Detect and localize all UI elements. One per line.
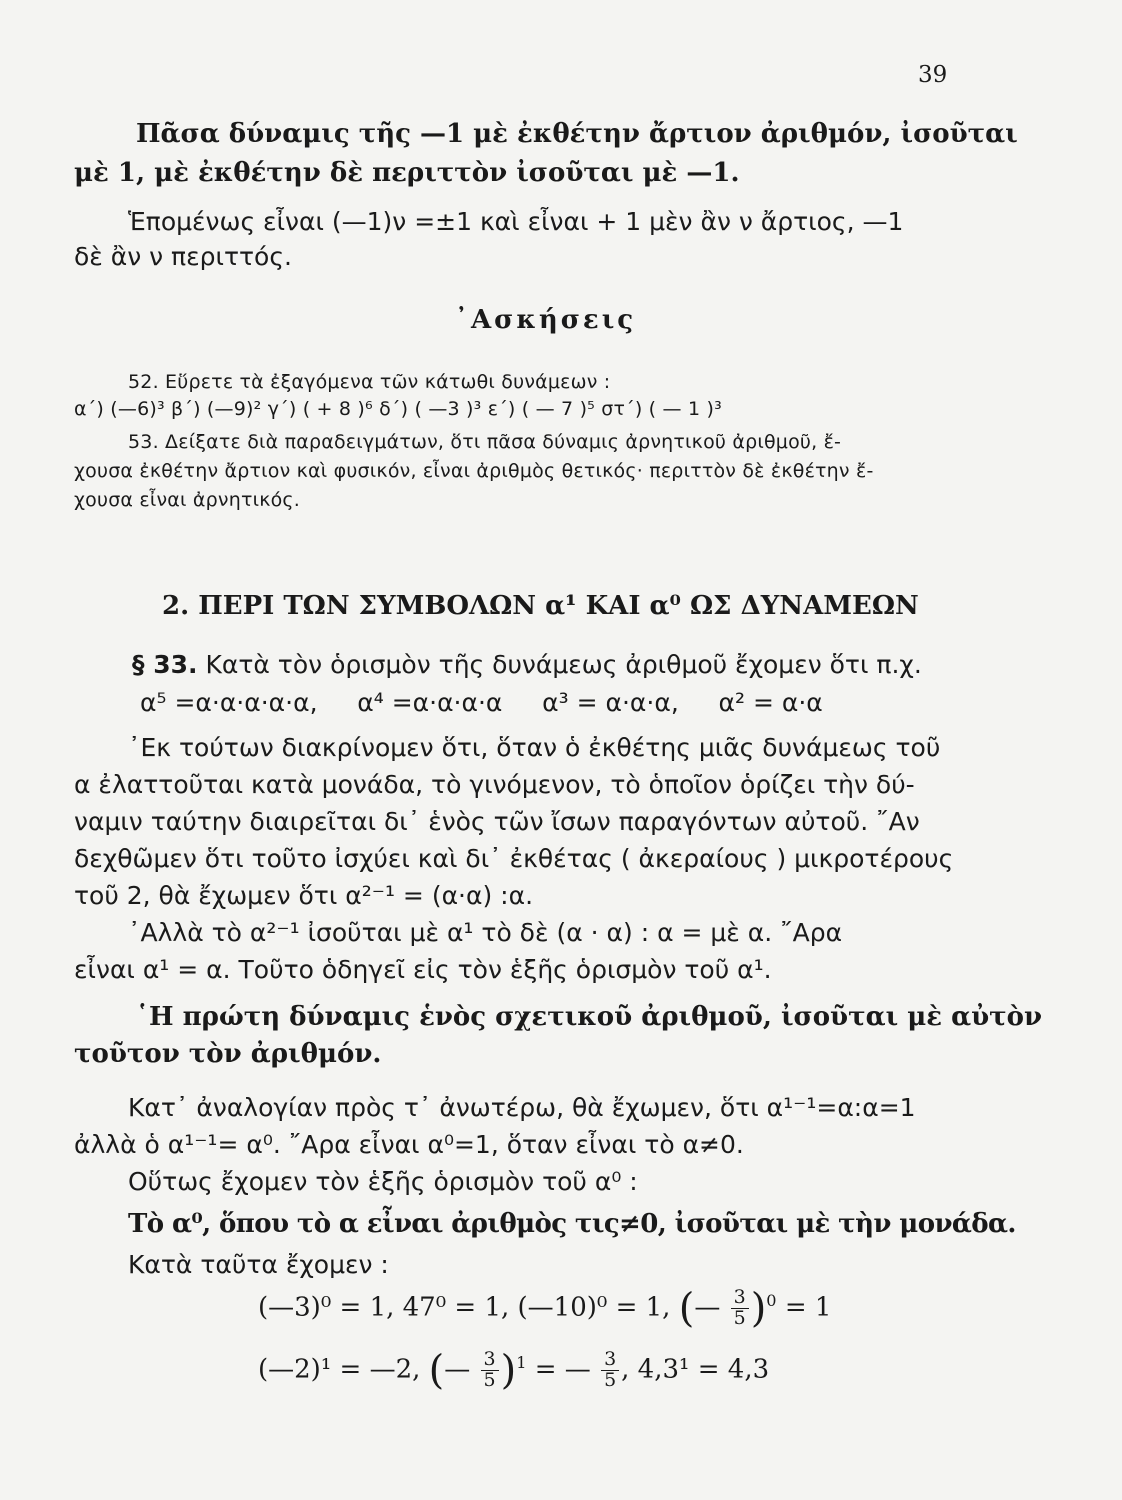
exercise-53-line-3: χουσα εἶναι ἀρνητικός. xyxy=(74,489,301,511)
exponent: 1 xyxy=(516,1352,527,1372)
fraction-three-fifths: $\frac{3}{5}$ xyxy=(481,1350,499,1391)
section-title: 2. ΠΕΡΙ ΤΩΝ ΣΥΜΒΟΛΩΝ α¹ ΚΑΙ α⁰ ΩΣ ΔΥΝΑΜΕΩΝ xyxy=(162,591,919,621)
close-paren: ) xyxy=(500,1347,517,1394)
open-paren: ( xyxy=(428,1347,445,1394)
body-line-3: ναμιν ταύτην διαιρεῖται δι᾿ ἑνὸς τῶν ἴσων παραγόντων αὐτοῦ. ῎Αν xyxy=(74,807,920,836)
example-row-2-tail: , 4,3¹ = 4,3 xyxy=(621,1354,770,1385)
paragraph-mark: § 33. xyxy=(132,650,198,679)
fraction-three-fifths-result: $\frac{3}{5}$ xyxy=(601,1350,619,1391)
body-line-2: α ἐλαττοῦται κατὰ μονάδα, τὸ γινόμενον, τὸ ὁποῖον ὁρίζει τὴν δύ- xyxy=(74,770,915,799)
analogy-line-2: ἀλλὰ ὁ α¹⁻¹= α⁰. ῎Αρα εἶναι α⁰=1, ὅταν εἶναι τὸ α≠0. xyxy=(74,1130,744,1159)
exercise-52-line-2: α΄) (—6)³ β΄) (—9)² γ΄) ( + 8 )⁶ δ΄) ( —3 )³ ε΄) ( — 7 )⁵ στ΄) ( — 1 )³ xyxy=(74,398,722,420)
paragraph-33-intro xyxy=(0,652,1122,677)
minus-sign: — xyxy=(444,1354,471,1385)
exponent: 0 xyxy=(766,1290,777,1310)
close-paren: ) xyxy=(750,1285,767,1332)
example-row-1-text: (—3)⁰ = 1, 47⁰ = 1, (—10)⁰ = 1, xyxy=(258,1292,671,1323)
consequence-line-2: δὲ ἂν ν περιττός. xyxy=(74,242,292,271)
theorem-1-line-1: Πᾶσα δύναμις τῆς —1 μὲ ἐκθέτην ἄρτιον ἀριθμόν, ἰσοῦται xyxy=(136,119,1018,149)
body-line-5: τοῦ 2, θὰ ἔχωμεν ὅτι α²⁻¹ = (α·α) :α. xyxy=(74,881,534,910)
analogy-line-1: Κατ᾿ ἀναλογίαν πρὸς τ᾿ ἀνωτέρω, θὰ ἔχωμεν, ὅτι α¹⁻¹=α:α=1 xyxy=(128,1093,916,1122)
body-line-1: ᾿Εκ τούτων διακρίνομεν ὅτι, ὅταν ὁ ἐκθέτης μιᾶς δυνάμεως τοῦ xyxy=(128,733,941,762)
theorem-1-line-2: μὲ 1, μὲ ἐκθέτην δὲ περιττὸν ἰσοῦται μὲ —1. xyxy=(74,158,740,188)
powers-line: α⁵ =α·α·α·α·α, α⁴ =α·α·α·α α³ = α·α·α, α² = α·α xyxy=(140,688,823,717)
example-row-2-text: (—2)¹ = —2, xyxy=(258,1354,421,1385)
example-row-1-tail: = 1 xyxy=(784,1292,832,1323)
example-row-2 xyxy=(0,1347,1122,1394)
theorem-3: Τὸ α⁰, ὅπου τὸ α εἶναι ἀριθμὸς τις≠0, ἰσοῦται μὲ τὴν μονάδα. xyxy=(128,1209,1016,1239)
exercises-heading: ᾿Ασκήσεις xyxy=(455,305,637,335)
body-line-4: δεχθῶμεν ὅτι τοῦτο ἰσχύει καὶ δι᾿ ἐκθέτας ( ἀκεραίους ) μικροτέρους xyxy=(74,844,954,873)
open-paren: ( xyxy=(678,1285,695,1332)
exercise-53-line-1: 53. Δείξατε διὰ παραδειγμάτων, ὅτι πᾶσα δύναμις ἀρνητικοῦ ἀριθμοῦ, ἔ- xyxy=(128,431,842,453)
consequence-line-1: Ἑπομένως εἶναι (—1)ν =±1 καὶ εἶναι + 1 μὲν ἂν ν ἄρτιος, —1 xyxy=(128,207,904,236)
equals-minus: = — xyxy=(534,1354,591,1385)
fraction-three-fifths: $\frac{3}{5}$ xyxy=(731,1288,749,1329)
example-row-1 xyxy=(0,1285,1122,1332)
minus-sign: — xyxy=(694,1292,721,1323)
paragraph-intro-text: Κατὰ τὸν ὁρισμὸν τῆς δυνάμεως ἀριθμοῦ ἔχομεν ὅτι π.χ. xyxy=(205,650,922,679)
body-line-7: εἶναι α¹ = α. Τοῦτο ὁδηγεῖ εἰς τὸν ἑξῆς ὁρισμὸν τοῦ α¹. xyxy=(74,955,772,984)
theorem-2-line-1: ῾Η πρώτη δύναμις ἑνὸς σχετικοῦ ἀριθμοῦ, ἰσοῦται μὲ αὐτὸν xyxy=(136,1002,1043,1032)
theorem-2-line-2: τοῦτον τὸν ἀριθμόν. xyxy=(74,1039,382,1069)
examples-intro: Κατὰ ταῦτα ἔχομεν : xyxy=(128,1250,389,1279)
exercise-53-line-2: χουσα ἐκθέτην ἄρτιον καὶ φυσικόν, εἶναι ἀριθμὸς θετικός· περιττὸν δὲ ἐκθέτην ἔ- xyxy=(74,460,874,482)
page-number: 39 xyxy=(918,62,948,88)
body-line-6: ᾿Αλλὰ τὸ α²⁻¹ ἰσοῦται μὲ α¹ τὸ δὲ (α · α) : α = μὲ α. ῎Αρα xyxy=(128,918,843,947)
exercise-52-line-1: 52. Εὕρετε τὰ ἐξαγόμενα τῶν κάτωθι δυνάμεων : xyxy=(128,371,611,393)
analogy-line-3: Οὕτως ἔχομεν τὸν ἑξῆς ὁρισμὸν τοῦ α⁰ : xyxy=(128,1167,638,1196)
